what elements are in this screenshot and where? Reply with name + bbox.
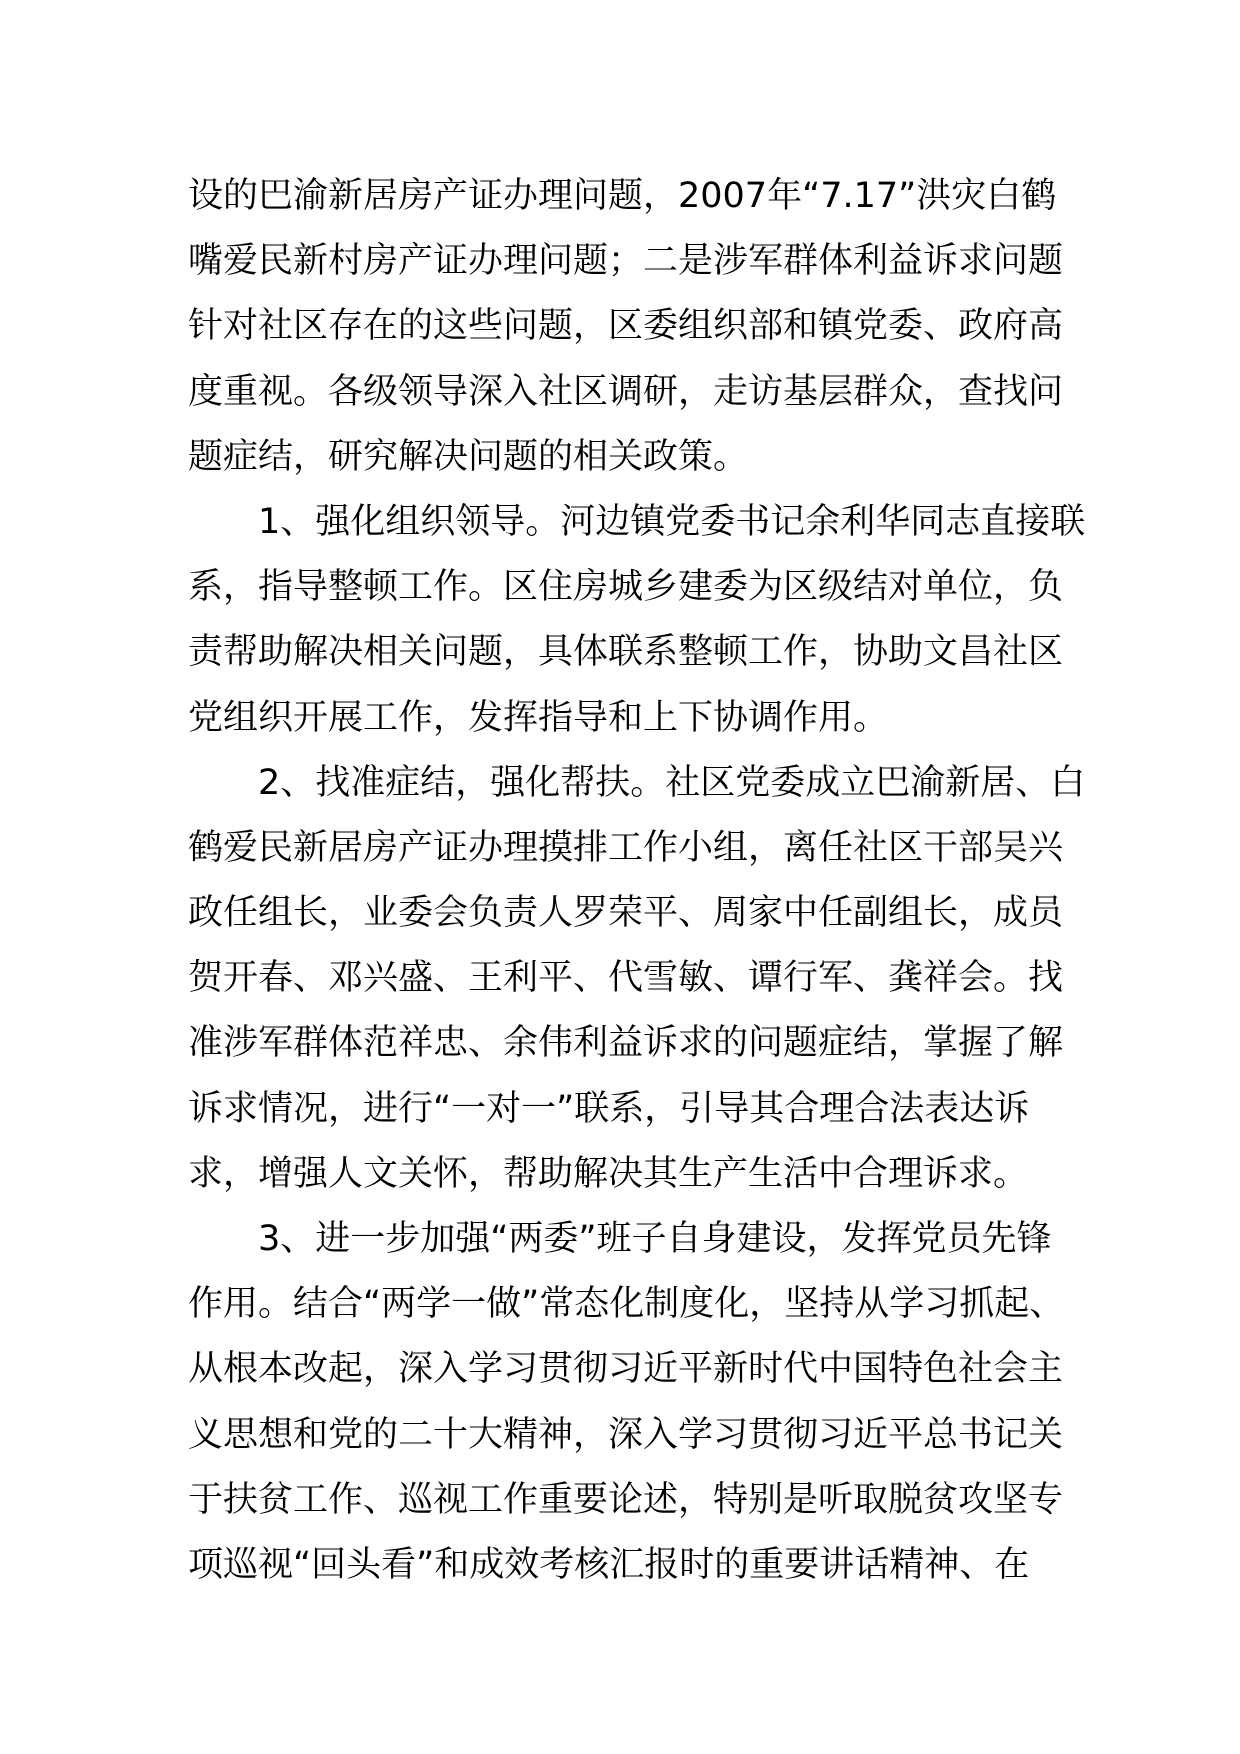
text-line: 政任组长，业委会负责人罗荣平、周家中任副组长，成员 [188, 893, 1064, 934]
text-line: 求，增强人文关怀，帮助解决其生产生活中合理诉求。 [188, 1153, 1029, 1194]
text-line: 针对社区存在的这些问题，区委组织部和镇党委、政府高 [188, 306, 1064, 347]
text-line: 鹤爱民新居房产证办理摸排工作小组，离任社区干部吴兴 [188, 827, 1064, 868]
text-line: 作用。结合“两学一做”常态化制度化，坚持从学习抓起、 [188, 1284, 1065, 1325]
paragraph-3-start: 3、进一步加强“两委”班子自身建设，发挥党员先锋 [258, 1219, 1052, 1259]
text-line: 项巡视“回头看”和成效考核汇报时的重要讲话精神、在 [188, 1544, 1030, 1585]
text-line: 贺开春、邓兴盛、王利平、代雪敏、谭行军、龚祥会。找 [188, 958, 1064, 999]
text-line: 于扶贫工作、巡视工作重要论述，特别是听取脱贫攻坚专 [188, 1479, 1064, 1520]
document-body [188, 164, 1088, 1598]
text-line: 系，指导整顿工作。区住房城乡建委为区级结对单位，负 [188, 567, 1064, 608]
text-line: 准涉军群体范祥忠、余伟利益诉求的问题症结，掌握了解 [188, 1023, 1064, 1064]
text-line: 责帮助解决相关问题，具体联系整顿工作，协助文昌社区 [188, 632, 1064, 673]
text-line: 诉求情况，进行“一对一”联系，引导其合理合法表达诉 [188, 1088, 1030, 1129]
paragraph-2-start: 2、找准症结，强化帮扶。社区党委成立巴渝新居、白 [258, 762, 1086, 803]
text-line: 从根本改起，深入学习贯彻习近平新时代中国特色社会主 [188, 1349, 1064, 1390]
paragraph-1-start: 1、强化组织领导。河边镇党委书记余利华同志直接联 [258, 501, 1086, 542]
text-line: 设的巴渝新居房产证办理问题，2007年“7.17”洪灾白鹤 [188, 176, 1057, 216]
text-line: 党组织开展工作，发挥指导和上下协调作用。 [188, 697, 889, 738]
text-line: 义思想和党的二十大精神，深入学习贯彻习近平总书记关 [188, 1414, 1064, 1455]
text-line: 题症结，研究解决问题的相关政策。 [188, 436, 749, 477]
text-line: 嘴爱民新村房产证办理问题；二是涉军群体利益诉求问题 [188, 241, 1064, 282]
text-line: 度重视。各级领导深入社区调研，走访基层群众，查找问 [188, 371, 1064, 412]
